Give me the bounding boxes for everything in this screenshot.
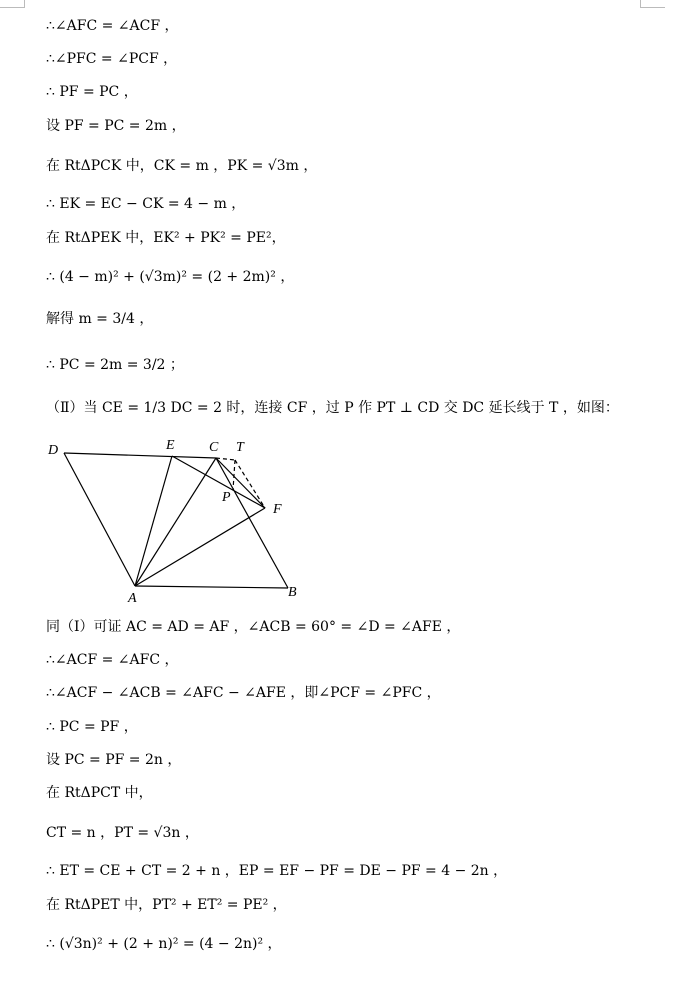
corner-mark-left [0, 0, 25, 8]
text-line-11: （Ⅱ）当 CE = 1/3 DC = 2 时，连接 CF ，过 P 作 PT ⊥ CD 交 DC 延长线于 T ，如图： [46, 400, 619, 416]
segment-AB [135, 586, 288, 588]
text-line-15: ∴ PC = PF ， [46, 719, 138, 735]
segment-AF [135, 508, 265, 586]
text-line-8: ∴ (4 − m)² + (√3m)² = (2 + 2m)² ， [46, 269, 295, 285]
label-D: D [48, 443, 59, 458]
text-line-12: 同（Ⅰ）可证 AC = AD = AF ，∠ACB = 60° = ∠D = ∠AFE ， [46, 619, 461, 635]
text-line-5: 在 RtΔPCK 中，CK = m ，PK = √3m ， [46, 158, 318, 174]
text-line-1: ∴∠AFC = ∠ACF ， [46, 18, 179, 34]
segment-DA [64, 453, 135, 586]
text-line-20: 在 RtΔPET 中，PT² + ET² = PE² ， [46, 897, 287, 913]
text-line-3: ∴ PF = PC ， [46, 84, 138, 100]
text-line-10: ∴ PC = 2m = 3/2 ； [46, 357, 184, 373]
segment-AC [135, 458, 216, 586]
text-line-19: ∴ ET = CE + CT = 2 + n ，EP = EF − PF = DE − PF = 4 − 2n ， [46, 863, 508, 879]
segment-EF [172, 456, 265, 508]
label-B: B [288, 585, 297, 600]
label-C: C [209, 440, 219, 455]
text-line-21: ∴ (√3n)² + (2 + n)² = (4 − 2n)² ， [46, 936, 282, 952]
label-P: P [222, 490, 231, 505]
text-line-4: 设 PF = PC = 2m ， [46, 118, 186, 134]
label-F: F [273, 502, 282, 517]
text-line-9: 解得 m = 3/4 ， [46, 311, 154, 327]
text-line-13: ∴∠ACF = ∠AFC ， [46, 652, 179, 668]
segment-CB [216, 458, 288, 588]
text-line-14: ∴∠ACF − ∠ACB = ∠AFC − ∠AFE ，即∠PCF = ∠PFC ， [46, 685, 441, 701]
corner-mark-right [640, 0, 665, 8]
segment-CT [216, 458, 235, 460]
geometry-figure [40, 434, 310, 606]
text-line-2: ∴∠PFC = ∠PCF ， [46, 51, 178, 67]
label-T: T [236, 440, 244, 455]
text-line-16: 设 PC = PF = 2n ， [46, 752, 182, 768]
label-E: E [166, 438, 175, 453]
text-line-18: CT = n ，PT = √3n ， [46, 825, 199, 841]
segment-DC [64, 453, 216, 458]
label-A: A [128, 591, 137, 606]
text-line-17: 在 RtΔPCT 中， [46, 785, 153, 801]
text-line-6: ∴ EK = EC − CK = 4 − m ， [46, 196, 246, 212]
text-line-7: 在 RtΔPEK 中，EK² + PK² = PE²， [46, 230, 286, 246]
